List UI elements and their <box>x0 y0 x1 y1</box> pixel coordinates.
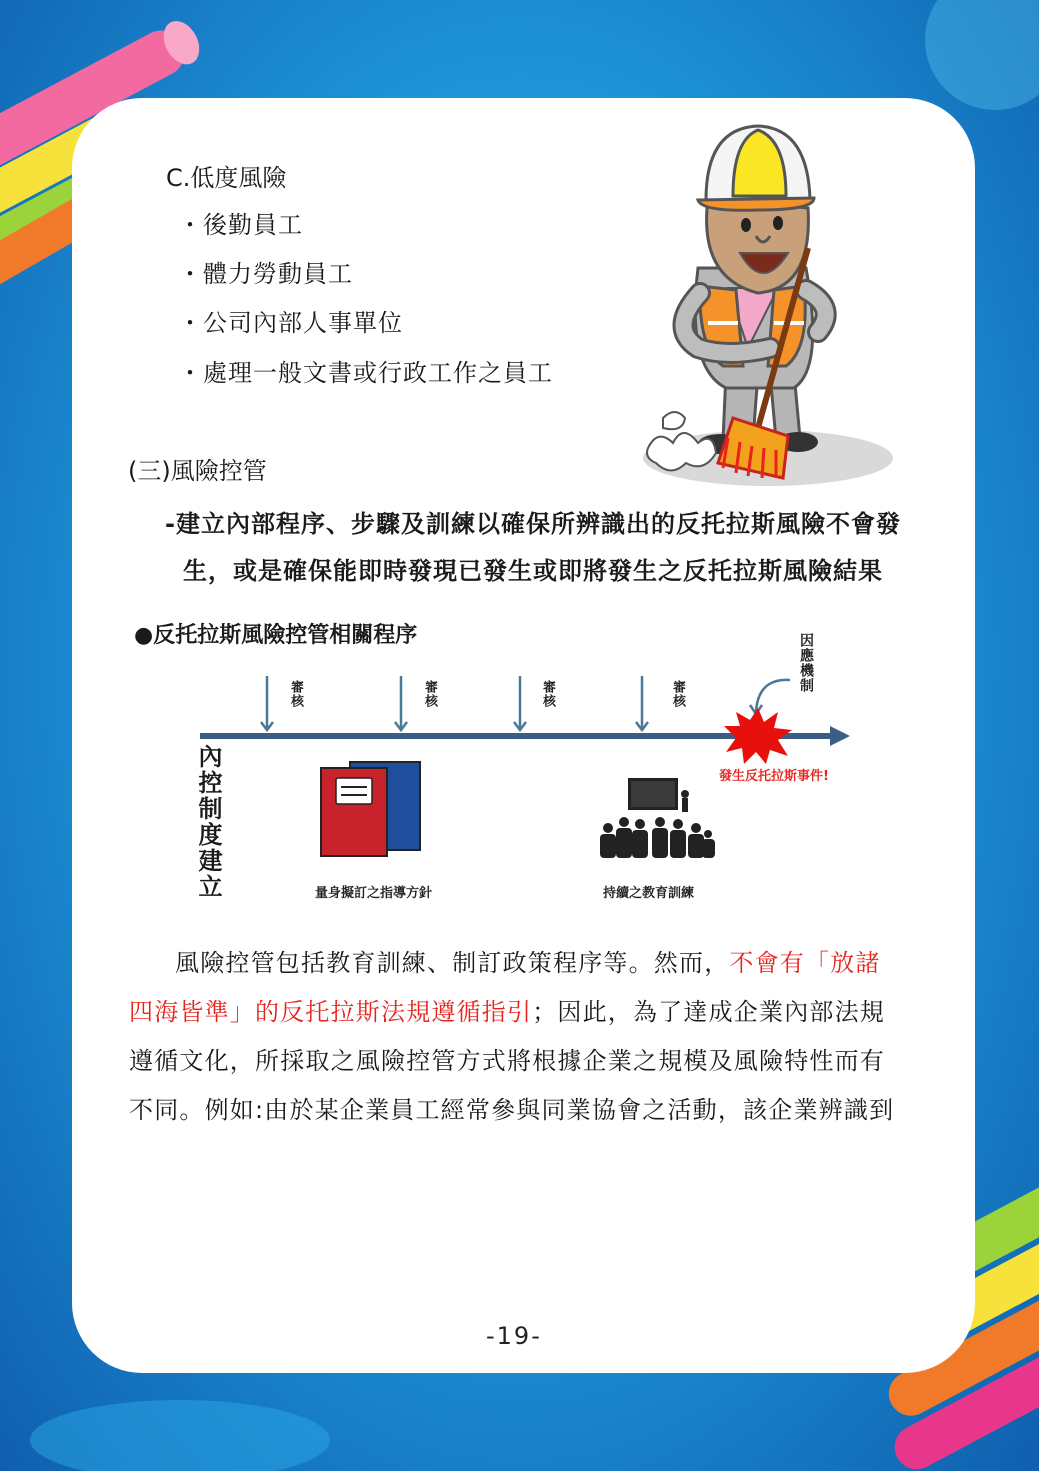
paragraph-line4: 不同。例如:由於某企業員工經常參與同業協會之活動，該企業辨識到 <box>129 1096 895 1124</box>
janitor-illustration <box>628 118 898 493</box>
review-label: 審核 <box>670 680 685 708</box>
paragraph-line3: 遵循文化，所採取之風險控管方式將根據企業之規模及風險特性而有 <box>129 1047 885 1075</box>
paragraph-text: ；因此，為了達成企業內部法規 <box>532 998 886 1026</box>
list-item: ・處理一般文書或行政工作之員工 <box>178 359 553 387</box>
list-item: ・公司內部人事單位 <box>178 309 403 337</box>
event-label: 發生反托拉斯事件! <box>719 769 829 784</box>
section-description-line2: 生，或是確保能即時發現已發生或即將發生之反托拉斯風險結果 <box>183 557 883 585</box>
review-label: 審核 <box>540 680 555 708</box>
page-number: -19- <box>486 1322 542 1350</box>
review-label: 審核 <box>288 680 303 708</box>
paragraph-line1 <box>175 948 881 978</box>
review-label: 審核 <box>422 680 437 708</box>
list-item: ・體力勞動員工 <box>178 260 353 288</box>
internal-control-label: 內控制度建立 <box>194 744 222 900</box>
book-icon <box>318 758 424 858</box>
response-mechanism-label: 因應機制 <box>798 633 814 693</box>
paragraph-line2 <box>129 997 885 1027</box>
low-risk-title: C.低度風險 <box>166 164 287 192</box>
highlight-text: 四海皆準」的反托拉斯法規遵循指引 <box>129 998 533 1026</box>
list-item: ・後勤員工 <box>178 211 303 239</box>
training-caption: 持續之教育訓練 <box>603 886 695 901</box>
explosion-icon <box>722 706 794 766</box>
training-audience-icon <box>594 776 716 860</box>
paragraph-text: 風險控管包括教育訓練、制訂政策程序等。然而， <box>175 949 730 977</box>
section-description-line1: -建立內部程序、步驟及訓練以確保所辨識出的反托拉斯風險不會發 <box>165 510 901 538</box>
highlight-text: 不會有「放諸 <box>729 949 881 977</box>
section-heading: (三)風險控管 <box>128 457 267 485</box>
diagram-title: ●反托拉斯風險控管相關程序 <box>134 623 418 648</box>
guideline-caption: 量身擬訂之指導方針 <box>315 886 433 901</box>
